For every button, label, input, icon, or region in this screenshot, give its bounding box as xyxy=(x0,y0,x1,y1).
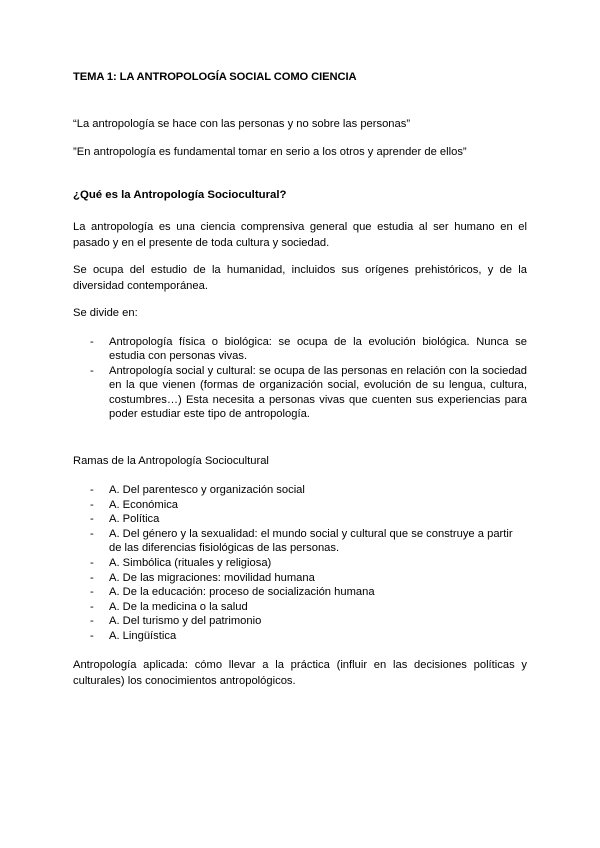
document-title: TEMA 1: LA ANTROPOLOGÍA SOCIAL COMO CIENCIA xyxy=(73,71,357,83)
paragraph-divides: Se divide en: xyxy=(73,307,138,319)
list-marker: - xyxy=(90,571,94,584)
list-marker: - xyxy=(90,513,94,526)
division-text: Antropología social y cultural: se ocupa de las personas en relación con la sociedad en la que vienen (formas de organización social, evolución de su lengua, cultura, costumbres…) Esta necesita a personas vivas que cuenten sus experiencias para poder estudiar este tipo de antropología. xyxy=(109,364,527,421)
list-item xyxy=(73,571,527,586)
branches-heading: Ramas de la Antropología Sociocultural xyxy=(73,455,269,467)
list-item xyxy=(73,335,527,364)
quote-1: “La antropología se hace con las personas y no sobre las personas” xyxy=(73,118,411,130)
list-marker: - xyxy=(90,364,94,377)
list-item xyxy=(73,556,527,571)
quote-2: ”En antropología es fundamental tomar en serio a los otros y aprender de ellos” xyxy=(73,146,467,158)
list-marker: - xyxy=(90,527,94,540)
list-marker: - xyxy=(90,615,94,628)
list-marker: - xyxy=(90,629,94,642)
list-marker: - xyxy=(90,484,94,496)
branch-text: A. Lingüística xyxy=(109,629,177,642)
list-item xyxy=(73,512,527,527)
branch-text: A. De las migraciones: movilidad humana xyxy=(109,571,315,584)
list-item xyxy=(73,629,527,644)
list-marker: - xyxy=(90,600,94,613)
list-marker: - xyxy=(90,586,94,599)
paragraph-definition: La antropología es una ciencia comprensiva general que estudia al ser humano en el pasado y en el presente de toda cultura y sociedad. xyxy=(73,221,527,250)
branch-text: A. Del parentesco y organización social xyxy=(109,484,305,496)
list-item xyxy=(73,483,527,498)
branch-text: A. Del género y la sexualidad: el mundo social y cultural que se construye a partir de las diferencias fisiológicas de las personas. xyxy=(109,527,513,555)
paragraph-applied: Antropología aplicada: cómo llevar a la práctica (influir en las decisiones políticas y culturales) los conocimientos antropológicos. xyxy=(73,659,527,688)
list-item xyxy=(73,614,527,629)
branch-text: A. De la medicina o la salud xyxy=(109,600,248,613)
branch-text: A. De la educación: proceso de socialización humana xyxy=(109,586,375,599)
division-text: Antropología física o biológica: se ocupa de la evolución biológica. Nunca se estudia con personas vivas. xyxy=(109,336,527,363)
branches-list xyxy=(73,483,527,644)
branch-text: A. Del turismo y del patrimonio xyxy=(109,615,262,628)
divisions-list xyxy=(73,335,527,421)
list-marker: - xyxy=(90,498,94,511)
branch-text: A. Política xyxy=(109,513,160,526)
list-marker: - xyxy=(90,556,94,569)
list-marker: - xyxy=(90,336,94,348)
paragraph-scope: Se ocupa del estudio de la humanidad, incluidos sus orígenes prehistóricos, y de la diversidad contemporánea. xyxy=(73,264,527,293)
list-item xyxy=(73,527,527,556)
list-item xyxy=(73,364,527,422)
list-item xyxy=(73,498,527,513)
branch-text: A. Económica xyxy=(109,498,179,511)
branch-text: A. Simbólica (rituales y religiosa) xyxy=(109,556,272,569)
list-item xyxy=(73,585,527,600)
list-item xyxy=(73,600,527,615)
section-heading: ¿Qué es la Antropología Sociocultural? xyxy=(73,189,287,201)
